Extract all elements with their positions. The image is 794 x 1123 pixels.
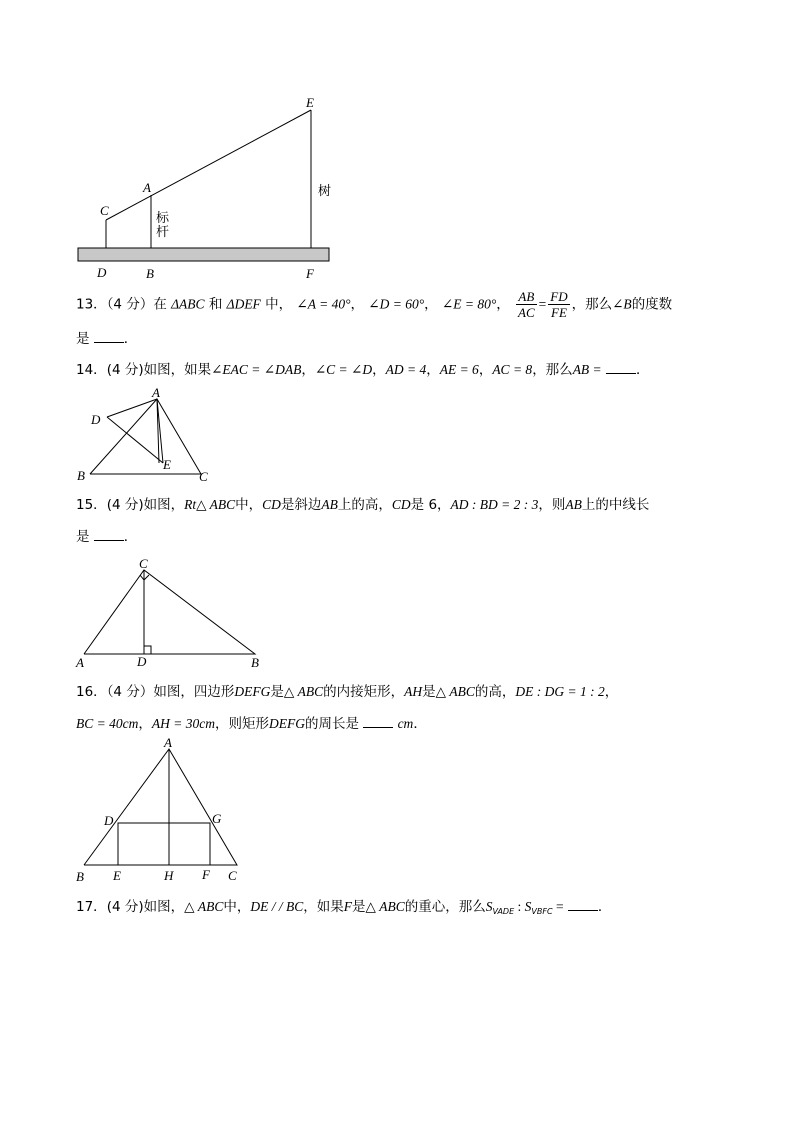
q16-sep-1: ， [604,684,619,700]
right-angle-mark-d [144,646,151,654]
q16-text-6: ，则矩形 [214,716,269,732]
q15-number: 15． [76,497,107,513]
label-b: B [251,655,259,670]
q13-number: 13． [76,296,107,313]
label-b: B [76,869,84,884]
q15-text-2: 中， [235,497,263,513]
label-a: A [76,655,84,670]
q13-fraction-1 [516,289,537,320]
question-15-line-2 [76,527,137,547]
q13-frac2-den: FE [551,305,567,320]
q15-text-1: 如图， [143,497,185,513]
q14-sep-1: ， [301,362,315,378]
q16-ah: AH [404,684,423,699]
q15-cd: CD [262,497,281,512]
q17-s2-subscript: VBFC [531,907,553,916]
q16-defg-2: DEFG [268,716,305,731]
q14-end: ． [635,362,650,378]
q17-parallel: DE / / BC [250,899,304,914]
q16-defg: DEFG [234,684,271,699]
q15-ab: AB [321,497,338,512]
label-c: C [228,868,237,883]
q13-sep-2: ， [424,296,438,313]
q17-points: (4 分) [106,899,144,915]
label-g: G [212,811,222,826]
q16-text-2: 是 [270,684,284,700]
q15-text-3: 是斜边 [280,497,322,513]
q14-cond-4: AE = 6 [439,362,479,377]
q15-text-5: 是 6， [410,497,451,513]
q17-colon: : [514,899,525,914]
q14-cond-3: AD = 4 [385,362,427,377]
question-13-line-2 [76,329,137,349]
q13-frac2-num: FD [550,289,568,304]
label-a: A [143,180,151,195]
q14-sep-4: ， [478,362,493,378]
q13-angle-a: ∠A = 40° [296,296,351,312]
q13-angle-d: ∠D = 60° [368,296,425,312]
label-h: H [164,868,174,883]
label-d: D [91,412,101,427]
q15-text-4: 上的高， [337,497,392,513]
q15-end: ． [123,529,138,545]
label-a: A [152,385,160,400]
question-15 [76,495,649,515]
q14-ask: AB = [572,362,602,377]
label-b: B [146,266,154,281]
q13-end: ． [123,331,138,347]
triangle-abc [90,399,201,474]
q14-cond-1: ∠EAC = ∠DAB [211,362,302,377]
figure-15 [70,556,270,672]
q17-s1-subscript: VADE [492,907,515,916]
q15-line2-start: 是 [76,529,90,545]
sight-line-ce [106,110,311,220]
q16-number: 16． [76,684,107,700]
q17-text-5: 的重心，那么 [404,899,486,915]
label-c: C [139,556,148,571]
label-d: D [104,813,114,828]
q14-number: 14． [76,362,107,378]
question-14 [76,360,649,380]
tree-label: 树 [318,184,332,199]
q17-equals: = [552,899,564,914]
q15-cd-2: CD [391,497,411,512]
q13-text-2: 和 [208,296,223,313]
figure-16 [70,737,250,887]
pole-label-1: 标 [156,211,170,226]
q16-end: ． [413,716,427,732]
q15-triangle: △ ABC [196,497,236,512]
q13-answer-blank[interactable] [94,330,124,343]
label-b: B [77,468,85,483]
q17-text-1: 如图， [143,899,185,915]
q17-triangle-2: △ ABC [365,899,405,914]
q16-text-4: 是 [422,684,436,700]
q14-sep-3: ， [426,362,440,378]
pole-label-2: 杆 [156,225,170,240]
q14-cond-5: AC = 8 [492,362,533,377]
label-f: F [306,266,314,281]
q13-equals: = [538,296,547,312]
label-c: C [100,203,109,218]
q16-triangle: △ ABC [283,684,324,699]
q13-triangle-abc: ΔABC [171,296,205,312]
q15-rt: Rt [184,497,197,512]
q17-number: 17． [76,899,107,915]
question-17 [76,897,611,922]
q16-points: （4 分） [106,684,154,700]
question-13 [76,289,672,320]
q17-text-3: ，如果 [303,899,344,915]
q16-triangle-2: △ ABC [435,684,475,699]
q16-unit: cm [397,716,414,731]
ground-bar [78,248,329,261]
q16-ah-value: AH = 30cm [151,716,215,731]
q13-text-5: 的度数 [631,296,673,313]
q15-text-7: 上的中线长 [581,497,650,513]
q15-ratio: AD : BD = 2 : 3 [450,497,539,512]
q16-sep-2: ， [138,716,152,732]
q13-frac1-num: AB [516,289,537,305]
q14-cond-2: ∠C = ∠D [314,362,373,377]
q14-text-1: 如图，如果 [143,362,212,378]
q17-answer-blank[interactable] [568,898,598,911]
q16-text-1: 如图，四边形 [153,684,235,700]
q14-text-2: ，那么 [532,362,573,378]
q13-triangle-def: ΔDEF [226,296,261,312]
q17-f: F [343,899,352,914]
q16-text-7: 的周长是 [304,716,359,732]
q13-sep-3: ， [496,296,510,313]
q16-text-3: 的内接矩形， [323,684,405,700]
q16-ratio: DE : DG = 1 : 2 [515,684,605,699]
q13-angle-e: ∠E = 80° [441,296,497,312]
q16-text-5: 的高， [474,684,516,700]
segment-ce [90,463,163,474]
q15-ab-2: AB [565,497,582,512]
q13-angle-b: ∠B [612,296,632,312]
q15-text-6: ，则 [538,497,566,513]
q13-frac1-den: AC [518,305,535,320]
figure-pole-tree [70,90,350,290]
q17-triangle: △ ABC [184,899,224,914]
q13-text-1: 在 [153,296,167,313]
triangle-abc [84,749,237,865]
label-e: E [113,868,121,883]
figure-14 [74,385,224,488]
triangle-abc [84,570,255,654]
q14-sep-2: ， [372,362,386,378]
q17-text-4: 是 [352,899,366,915]
question-16 [76,682,618,702]
q16-bc: BC = 40cm [76,716,139,731]
label-f: F [202,867,210,882]
label-e: E [163,457,171,472]
q17-text-2: 中， [223,899,251,915]
q17-s1: S [485,899,493,914]
q14-answer-blank[interactable] [606,361,636,374]
q13-sep-1: ， [350,296,364,313]
label-c: C [199,469,208,484]
q13-line2-start: 是 [76,331,90,347]
label-a: A [164,735,172,750]
q14-points: (4 分) [106,362,144,378]
rectangle-defg [118,823,210,865]
q17-end: ． [597,899,612,915]
q13-points: （4 分） [106,296,154,313]
q16-answer-blank[interactable] [363,715,393,728]
question-16-line-2 [76,714,427,734]
label-e: E [306,95,314,110]
q17-s2: S [524,899,532,914]
q13-fraction-2 [548,289,569,320]
q13-text-3: 中， [265,296,293,313]
q15-points: (4 分) [106,497,144,513]
q15-answer-blank[interactable] [94,528,124,541]
label-d: D [137,654,147,669]
label-d: D [97,265,107,280]
q13-text-4: ，那么 [571,296,613,313]
